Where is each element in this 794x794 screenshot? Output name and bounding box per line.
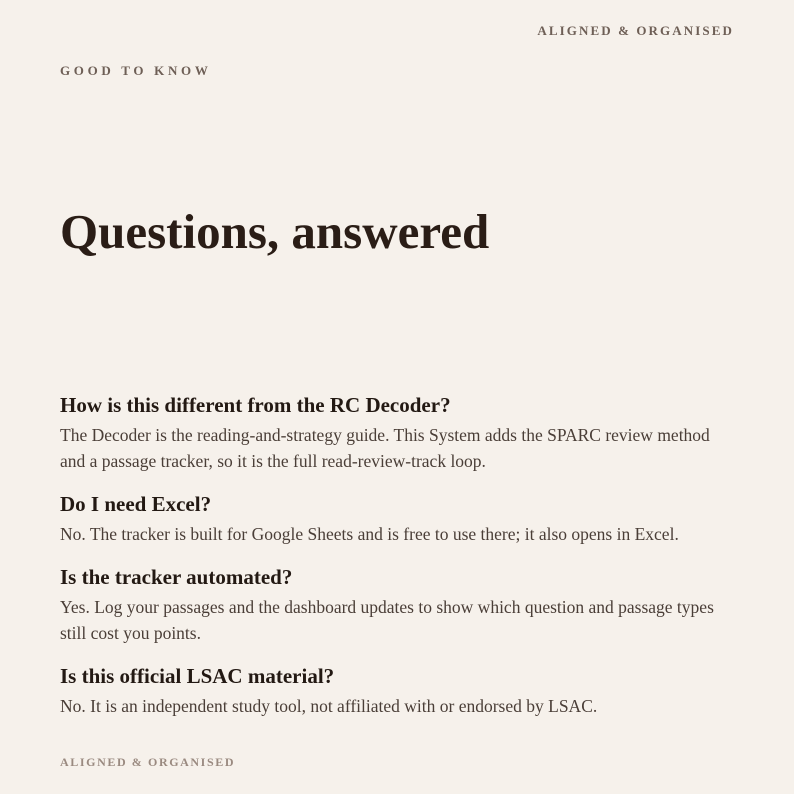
page-title: Questions, answered (60, 204, 490, 259)
faq-answer: No. It is an independent study tool, not affiliated with or endorsed by LSAC. (60, 696, 598, 716)
faq-answer: The Decoder is the reading-and-strategy guide. This System adds the SPARC review method and a passage tracker, so it is the full read-review-track loop. (60, 425, 710, 471)
faq-question: Do I need Excel? (60, 492, 212, 516)
faq-question: Is this official LSAC material? (60, 664, 335, 688)
faq-item (60, 392, 720, 474)
faq-answer: Yes. Log your passages and the dashboard updates to show which question and passage types still cost you points. (60, 597, 714, 643)
brand-header: ALIGNED & ORGANISED (537, 23, 734, 38)
faq-item (60, 491, 720, 547)
faq-question: Is the tracker automated? (60, 565, 293, 589)
faq-item (60, 663, 720, 719)
section-eyebrow: GOOD TO KNOW (60, 63, 212, 78)
faq-item (60, 564, 720, 646)
brand-footer: ALIGNED & ORGANISED (60, 755, 236, 769)
faq-list (60, 392, 720, 736)
faq-question: How is this different from the RC Decoder? (60, 393, 451, 417)
faq-answer: No. The tracker is built for Google Sheets and is free to use there; it also opens in Excel. (60, 524, 679, 544)
